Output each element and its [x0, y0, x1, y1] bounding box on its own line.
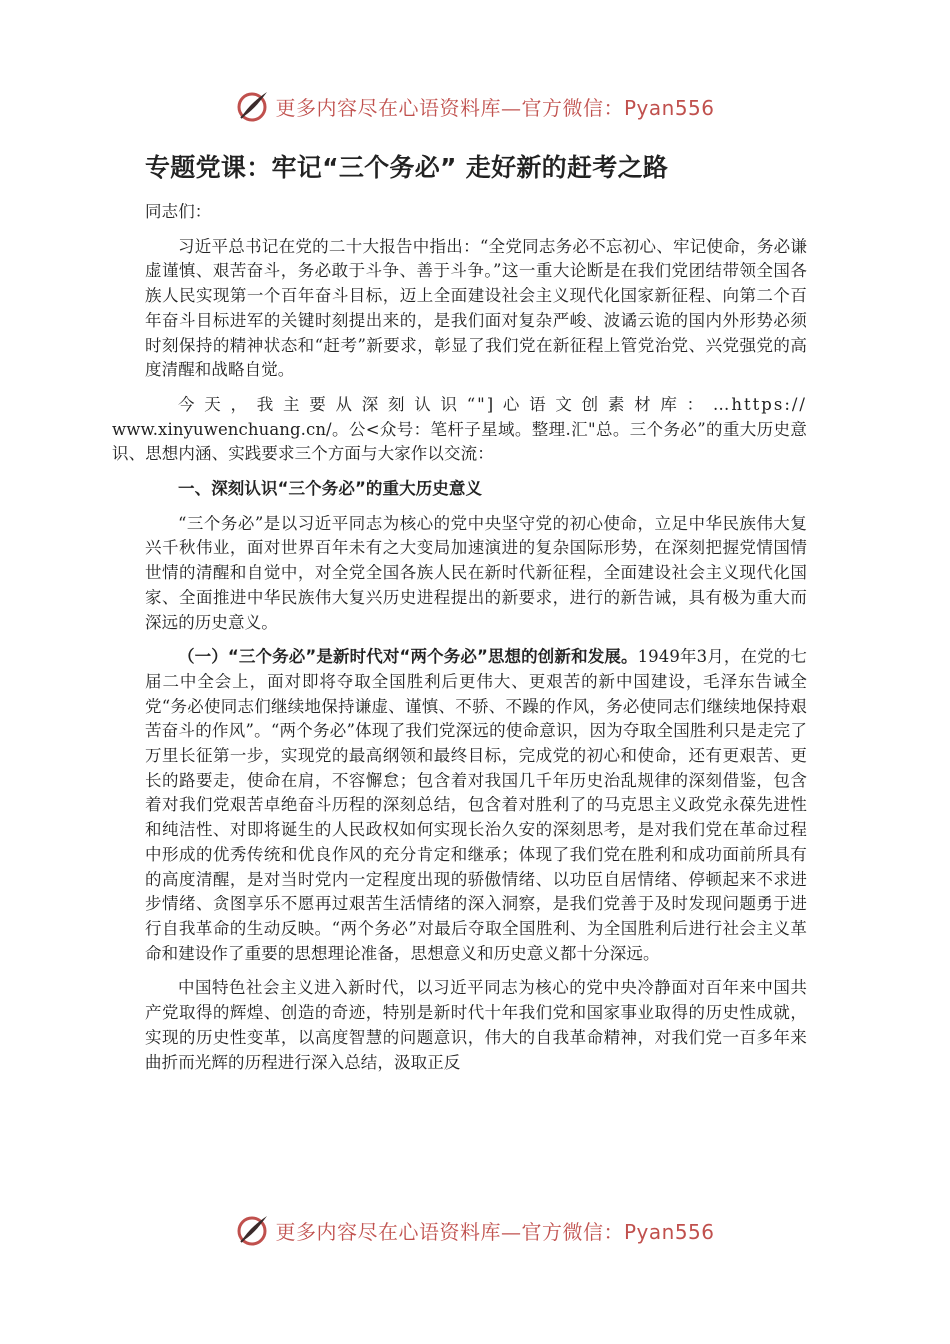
- paragraph-5: 中国特色社会主义进入新时代，以习近平同志为核心的党中央冷静面对百年来中国共产党取得的辉煌、创造的奇迹，特别是新时代十年我们党和国家事业取得的历史性成就，实现的历史性变革，以高度智慧的问题意识，伟大的自我革命精神，对我们党一百多年来曲折而光辉的历程进行深入总结，汲取正反: [145, 978, 807, 1072]
- wechat-id: Pyan556: [623, 95, 715, 120]
- paragraph-2-rest: www.xinyuwenchuang.cn/。公<众号：笔杆子星域。整理.汇"总。三个务必”的重大历史意识、思想内涵、实践要求三个方面与大家作以交流：: [112, 419, 807, 464]
- paragraph-2: [112, 393, 807, 467]
- banner-text: 更多内容尽在心语资料库—官方微信：Pyan556: [275, 95, 715, 120]
- document-body: [112, 148, 807, 1085]
- paragraph-2-line1: 今天，我主要从深刻认识“"]心语文创素材库：…https://: [178, 394, 807, 414]
- paragraph-4: [145, 645, 807, 966]
- section-heading-1: 一、深刻认识“三个务必”的重大历史意义: [178, 479, 483, 499]
- salutation: 同志们：: [145, 202, 212, 221]
- quill-logo-icon: [235, 1212, 271, 1248]
- quill-logo-icon: [235, 88, 271, 124]
- paragraph-4-lead: （一）“三个务必”是新时代对“两个务必”思想的创新和发展。: [178, 647, 638, 667]
- paragraph-1: 习近平总书记在党的二十大报告中指出：“全党同志务必不忘初心、牢记使命，务必谦虚谨慎、艰苦奋斗，务必敢于斗争、善于斗争。”这一重大论断是在我们党团结带领全国各族人民实现第一个百年奋斗目标，迈上全面建设社会主义现代化国家新征程、向第二个百年奋斗目标进军的关键时刻提出来的，是我们面对复杂严峻、波谲云诡的国内外形势必须时刻保持的精神状态和“赶考”新要求，彰显了我们党在新征程上管党治党、兴党强党的高度清醒和战略自觉。: [145, 236, 807, 380]
- page-title: 专题党课：牢记“三个务必” 走好新的赶考之路: [145, 153, 669, 182]
- paragraph-3: “三个务必”是以习近平同志为核心的党中央坚守党的初心使命，立足中华民族伟大复兴千秋伟业，面对世界百年未有之大变局加速演进的复杂国际形势，在深刻把握党情国情世情的清醒和自觉中，对全党全国各族人民在新时代新征程，全面建设社会主义现代化国家、全面推进中华民族伟大复兴历史进程提出的新要求，进行的新告诫，具有极为重大而深远的历史意义。: [145, 513, 807, 632]
- paragraph-4-text: 1949年3月，在党的七届二中全会上，面对即将夺取全国胜利后更伟大、更艰苦的新中国建设，毛泽东告诫全党“务必使同志们继续地保持谦虚、谨慎、不骄、不躁的作风，务必使同志们继续地保持艰苦奋斗的作风”。“两个务必”体现了我们党深远的使命意识，因为夺取全国胜利只是走完了万里长征第一步，实现党的最高纲领和最终目标，完成党的初心和使命，还有更艰苦、更长的路要走，使命在肩，不容懈怠；包含着对我国几千年历史治乱规律的深刻借鉴，包含着对我们党艰苦卓绝奋斗历程的深刻总结，包含着对胜利了的马克思主义政党永葆先进性和纯洁性、对即将诞生的人民政权如何实现长治久安的深刻思考，是对我们党在革命过程中形成的优秀传统和优良作风的充分肯定和继承；体现了我们党在胜利和成功面前所具有的高度清醒，是对当时党内一定程度出现的骄傲情绪、以功臣自居情绪、停顿起来不求进步情绪、贪图享乐不愿再过艰苦生活情绪的深入洞察，是我们党善于及时发现问题勇于进行自我革命的生动反映。“两个务必”对最后夺取全国胜利、为全国胜利后进行社会主义革命和建设作了重要的思想理论准备，思想意义和历史意义都十分深远。: [145, 647, 807, 963]
- wechat-id: Pyan556: [623, 1219, 715, 1244]
- header-banner: [0, 86, 950, 126]
- footer-banner: [0, 1210, 950, 1250]
- banner-text: 更多内容尽在心语资料库—官方微信：Pyan556: [275, 1219, 715, 1244]
